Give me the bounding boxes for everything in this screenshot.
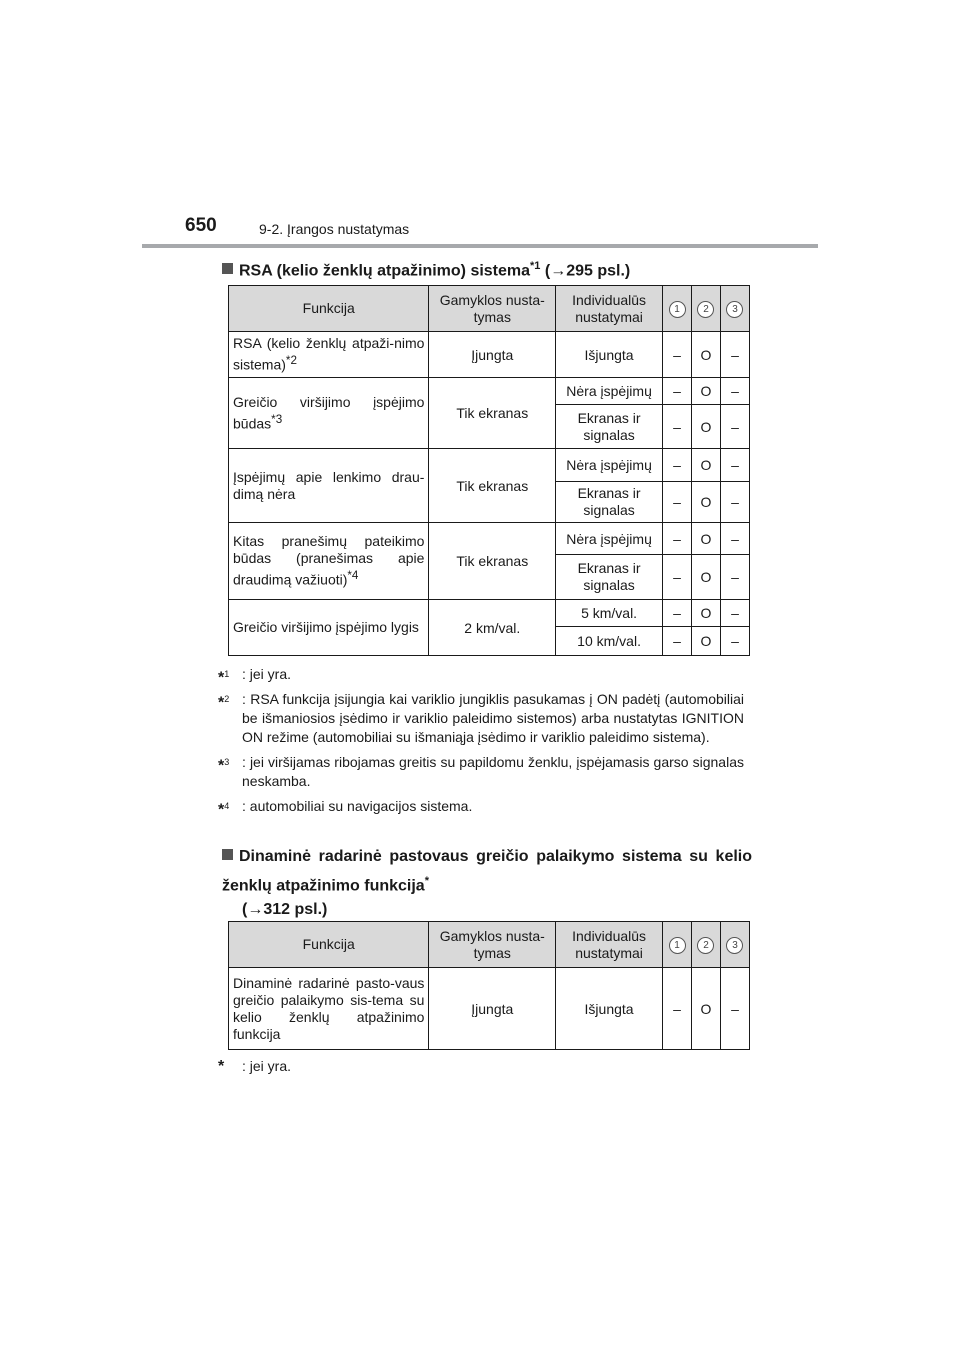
setting-3-cell: – bbox=[720, 482, 749, 523]
header-function: Funkcija bbox=[229, 922, 429, 968]
setting-2-cell: O bbox=[692, 968, 721, 1050]
default-cell: Įjungta bbox=[429, 332, 556, 378]
table-row bbox=[229, 600, 750, 627]
option-cell: Nėra įspėjimų bbox=[556, 523, 663, 555]
header-col-1 bbox=[663, 922, 692, 968]
table-header-row bbox=[229, 922, 750, 968]
option-cell: 5 km/val. bbox=[556, 600, 663, 627]
page-number: 650 bbox=[185, 215, 217, 236]
header-function: Funkcija bbox=[229, 286, 429, 332]
function-cell: Kitas pranešimų pateikimo būdas (pranešimas apie draudimą važiuoti)$^{*4}$ bbox=[229, 523, 429, 600]
function-cell: Įspėjimų apie lenkimo drau-dimą nėra bbox=[229, 449, 429, 523]
option-cell: Ekranas ir signalas bbox=[556, 482, 663, 523]
table-row bbox=[229, 449, 750, 482]
footnote: * : jei yra. bbox=[218, 1058, 292, 1075]
setting-3-cell: – bbox=[720, 449, 749, 482]
circled-number-3-icon: 3 bbox=[726, 937, 743, 954]
setting-3-cell: – bbox=[720, 523, 749, 555]
circled-number-3-icon: 3 bbox=[726, 301, 743, 318]
page-reference: (→312 psl.) bbox=[242, 901, 328, 919]
table-row bbox=[229, 968, 750, 1050]
setting-2-cell: O bbox=[692, 627, 721, 656]
header-custom: Individualūs nustatymai bbox=[556, 922, 663, 968]
table-header-row bbox=[229, 286, 750, 332]
table-row bbox=[229, 378, 750, 405]
footnote-ref: * bbox=[424, 875, 429, 887]
setting-1-cell: – bbox=[663, 627, 692, 656]
header-default: Gamyklos nusta-tymas bbox=[429, 922, 556, 968]
header-rule bbox=[142, 244, 818, 248]
option-cell: Išjungta bbox=[556, 968, 663, 1050]
setting-1-cell: – bbox=[663, 332, 692, 378]
circled-number-2-icon: 2 bbox=[697, 301, 714, 318]
circled-number-1-icon: 1 bbox=[669, 937, 686, 954]
header-col-2 bbox=[692, 922, 721, 968]
square-bullet-icon bbox=[222, 263, 233, 274]
rsa-settings-table bbox=[228, 285, 750, 656]
default-cell: 2 km/val. bbox=[429, 600, 556, 656]
footnotes-cruise-control bbox=[218, 1057, 744, 1082]
chapter-title: 9-2. Įrangos nustatymas bbox=[259, 221, 410, 237]
default-cell: Tik ekranas bbox=[429, 449, 556, 523]
setting-1-cell: – bbox=[663, 600, 692, 627]
setting-1-cell: – bbox=[663, 968, 692, 1050]
setting-3-cell: – bbox=[720, 968, 749, 1050]
setting-2-cell: O bbox=[692, 482, 721, 523]
footnote: *$^3$ : jei viršijamas ribojamas greitis su papildomu ženklu, įspėjamasis garso signalas neskamba. bbox=[218, 754, 744, 789]
header-col-1 bbox=[663, 286, 692, 332]
circled-number-2-icon: 2 bbox=[697, 937, 714, 954]
setting-1-cell: – bbox=[663, 523, 692, 555]
default-cell: Tik ekranas bbox=[429, 378, 556, 449]
section-title: RSA (kelio ženklų atpažinimo) sistema bbox=[239, 262, 531, 280]
setting-1-cell: – bbox=[663, 378, 692, 405]
setting-3-cell: – bbox=[720, 600, 749, 627]
square-bullet-icon bbox=[222, 849, 233, 860]
section-title: Dinaminė radarinė pastovaus greičio palaikymo sistema su kelio ženklų atpažinimo funkcija bbox=[222, 848, 752, 895]
option-cell: Ekranas ir signalas bbox=[556, 405, 663, 449]
table-row bbox=[229, 523, 750, 555]
page-reference: (→295 psl.) bbox=[544, 262, 631, 280]
setting-1-cell: – bbox=[663, 449, 692, 482]
setting-2-cell: O bbox=[692, 332, 721, 378]
setting-2-cell: O bbox=[692, 449, 721, 482]
setting-3-cell: – bbox=[720, 405, 749, 449]
setting-2-cell: O bbox=[692, 555, 721, 600]
setting-3-cell: – bbox=[720, 378, 749, 405]
option-cell: Ekranas ir signalas bbox=[556, 555, 663, 600]
default-cell: Tik ekranas bbox=[429, 523, 556, 600]
function-cell: Greičio viršijimo įspėjimo lygis bbox=[229, 600, 429, 656]
footnote: *$^1$ : jei yra. bbox=[218, 666, 292, 687]
option-cell: Nėra įspėjimų bbox=[556, 449, 663, 482]
setting-3-cell: – bbox=[720, 332, 749, 378]
option-cell: Nėra įspėjimų bbox=[556, 378, 663, 405]
footnote: *$^4$ : automobiliai su navigacijos sistema. bbox=[218, 798, 473, 819]
setting-2-cell: O bbox=[692, 600, 721, 627]
setting-1-cell: – bbox=[663, 405, 692, 449]
footnote-ref: *1 bbox=[530, 260, 541, 272]
footnote: *$^2$ : RSA funkcija įsijungia kai variklio jungiklis pasukamas į ON padėtį (automobiliai be išmaniosios įsėdimo ir variklio paleidimo sistemos) arba nustatytas IGNITION ON režime (automobiliai su išmaniąja įsėdimo ir variklio paleidimo sistema). bbox=[218, 691, 744, 745]
function-cell: Greičio viršijimo įspėjimo būdas$^{*3}$ bbox=[229, 378, 429, 449]
circled-number-1-icon: 1 bbox=[669, 301, 686, 318]
option-cell: 10 km/val. bbox=[556, 627, 663, 656]
header-custom: Individualūs nustatymai bbox=[556, 286, 663, 332]
header-col-2 bbox=[692, 286, 721, 332]
setting-3-cell: – bbox=[720, 555, 749, 600]
function-cell: Dinaminė radarinė pasto-vaus greičio palaikymo sis-tema su kelio ženklų atpažinimo funkcija bbox=[229, 968, 429, 1050]
setting-1-cell: – bbox=[663, 482, 692, 523]
table-row bbox=[229, 332, 750, 378]
setting-1-cell: – bbox=[663, 555, 692, 600]
default-cell: Įjungta bbox=[429, 968, 556, 1050]
function-cell: RSA (kelio ženklų atpaži-nimo sistema)$^{*2}$ bbox=[229, 332, 429, 378]
header-col-3 bbox=[720, 922, 749, 968]
setting-2-cell: O bbox=[692, 523, 721, 555]
setting-2-cell: O bbox=[692, 378, 721, 405]
header-col-3 bbox=[720, 286, 749, 332]
section-heading-rsa bbox=[222, 254, 630, 283]
cruise-control-settings-table bbox=[228, 921, 750, 1050]
section-heading-cruise-control bbox=[222, 845, 752, 922]
setting-3-cell: – bbox=[720, 627, 749, 656]
setting-2-cell: O bbox=[692, 405, 721, 449]
option-cell: Išjungta bbox=[556, 332, 663, 378]
footnotes-rsa bbox=[218, 665, 744, 822]
header-default: Gamyklos nusta-tymas bbox=[429, 286, 556, 332]
